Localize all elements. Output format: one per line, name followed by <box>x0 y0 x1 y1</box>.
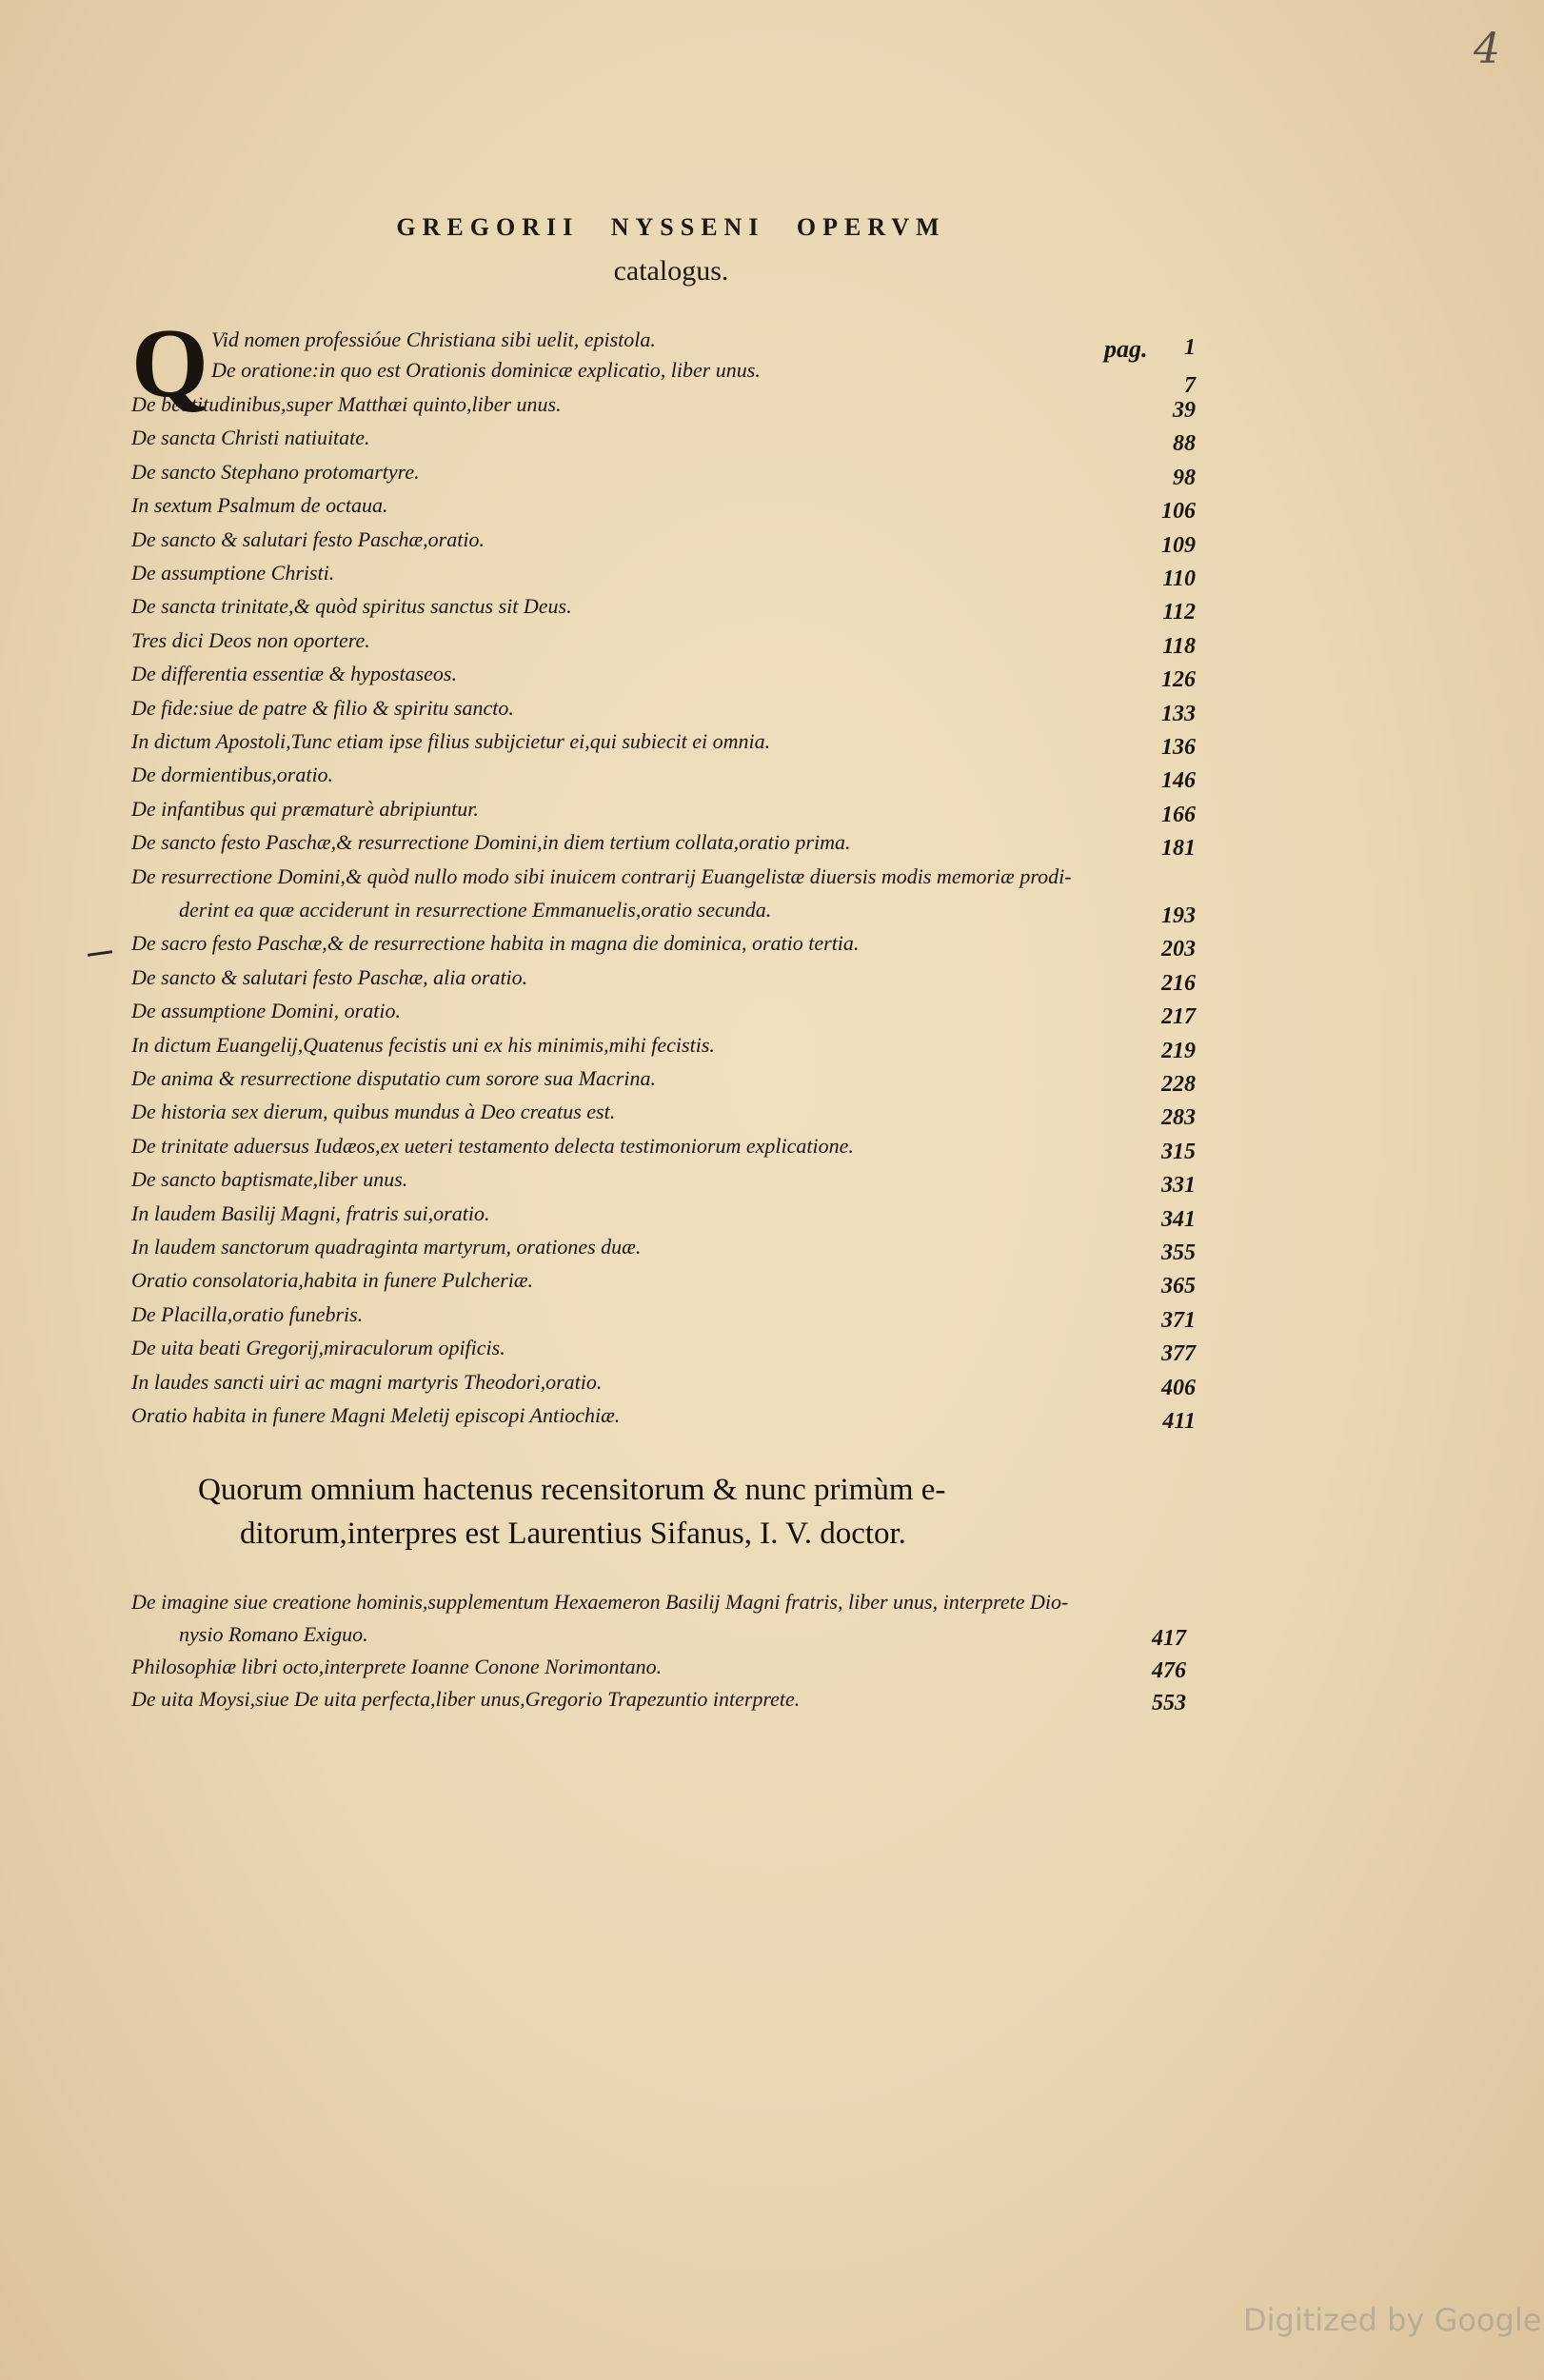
catalog-entry-title: Oratio habita in funere Magni Meletij episcopi Antiochiæ. <box>131 1403 621 1427</box>
catalog-entry-page: 406 <box>1161 1375 1196 1400</box>
catalog-entry-title: De sancto Stephano protomartyre. <box>131 459 420 484</box>
catalog-entry-title: De sacro festo Paschæ,& de resurrectione habita in magna die dominica, oratio tertia. <box>131 931 860 956</box>
translator-heading <box>198 1468 1150 1556</box>
watermark: Digitized by Google <box>1243 2302 1542 2338</box>
catalog-entry-title: De anima & resurrectione disputatio cum sorore sua Macrina. <box>131 1066 656 1090</box>
catalog-entry-page: 283 <box>1161 1105 1196 1131</box>
catalog-entry-title: De assumptione Domini, oratio. <box>131 999 401 1023</box>
catalog-entry-page: 371 <box>1161 1307 1196 1333</box>
catalog-entry-page: 217 <box>1161 1004 1196 1030</box>
catalog-entry-page: 106 <box>1161 499 1196 525</box>
catalog-entry-title: Oratio consolatoria,habita in funere Pulcheriæ. <box>131 1268 534 1293</box>
catalog-entry-page: 7 <box>1184 373 1196 398</box>
catalog-entry-title: De uita Moysi,siue De uita perfecta,liber unus,Gregorio Trapezuntio interprete. <box>131 1687 801 1711</box>
catalog-entry-page: 118 <box>1162 633 1196 659</box>
catalog-entry-title: De sancto & salutari festo Paschæ,oratio. <box>131 526 485 551</box>
catalog-entry-title: De sancto festo Paschæ,& resurrectione Domini,in diem tertium collata,oratio prima. <box>131 830 851 855</box>
catalog-entry-first-line1: Vid nomen professióue Christiana sibi uelit, epistola. <box>211 327 656 351</box>
catalog-entry-title: De fide:siue de patre & filio & spiritu sancto. <box>131 695 514 720</box>
catalog-entry-page: 1 <box>1184 335 1196 360</box>
folio-number: 4 <box>1474 25 1500 73</box>
catalog-entry-title: derint ea quæ acciderunt in resurrectione Emmanuelis,oratio secunda. <box>179 898 772 922</box>
catalog-entry-title: De sancta Christi natiuitate. <box>131 426 370 450</box>
catalog-entry-title: De sancto & salutari festo Paschæ, alia oratio. <box>131 964 528 989</box>
catalog-entry-title: De Placilla,oratio funebris. <box>131 1301 364 1326</box>
catalog-entry-page: 110 <box>1162 566 1196 591</box>
catalog-entry-page: 553 <box>1152 1691 1186 1716</box>
catalog-entry-title: In laudem sanctorum quadraginta martyrum, orationes duæ. <box>131 1235 642 1259</box>
catalog-entry-title: De trinitate aduersus Iudæos,ex ueteri testamento delecta testimoniorum explicatione. <box>131 1133 854 1158</box>
catalog-entry-title: In sextum Psalmum de octaua. <box>131 493 388 518</box>
catalog-entry-title: De historia sex dierum, quibus mundus à Deo creatus est. <box>131 1100 616 1124</box>
catalog-entry-page: 341 <box>1161 1206 1196 1232</box>
catalog-entry-page: 331 <box>1161 1173 1196 1199</box>
catalog-entry-title: In dictum Euangelij,Quatenus fecistis uni ex his minimis,mihi fecistis. <box>131 1032 715 1057</box>
margin-mark <box>88 950 112 957</box>
catalog-entry-title: De differentia essentiæ & hypostaseos. <box>131 662 457 686</box>
catalog-entry-page: 365 <box>1161 1274 1196 1299</box>
catalog-entry-page: 193 <box>1161 903 1196 928</box>
catalog-entry-title: De uita beati Gregorij,miraculorum opificis. <box>131 1336 505 1360</box>
catalog-entry-title: De dormientibus,oratio. <box>131 763 334 787</box>
catalog-entry-page: 98 <box>1173 465 1196 490</box>
catalog-entry-page: 146 <box>1161 768 1196 794</box>
catalog-entry-page: 216 <box>1161 970 1196 996</box>
catalog-entry-title: De sancto baptismate,liber unus. <box>131 1167 408 1192</box>
catalog-entry-page: 88 <box>1173 431 1196 457</box>
catalog-entry-page: 109 <box>1161 532 1196 558</box>
catalog-entry-title: Tres dici Deos non oportere. <box>131 627 370 652</box>
catalog-entry-title: De infantibus qui præmaturè abripiuntur. <box>131 796 479 821</box>
catalog-entry-page: 411 <box>1162 1409 1196 1434</box>
catalog-entry-page: 39 <box>1173 398 1196 423</box>
catalog-entry-title: De imagine siue creatione hominis,supplementum Hexaemeron Basilij Magni fratris, liber unus, interprete Dio- <box>131 1590 1069 1614</box>
catalog-entry-page: 112 <box>1162 600 1196 625</box>
catalog-entry-page: 136 <box>1161 735 1196 760</box>
catalog-entry-page: 166 <box>1161 802 1196 827</box>
catalog-entry-page: 476 <box>1152 1658 1186 1683</box>
catalog-entry-title: De sancta trinitate,& quòd spiritus sanctus sit Deus. <box>131 594 572 619</box>
catalog-entry-page: 203 <box>1161 937 1196 962</box>
catalog-entry-page: 126 <box>1161 667 1196 693</box>
catalog-entry-title: De assumptione Christi. <box>131 561 335 585</box>
catalog-entry-title: In dictum Apostoli,Tunc etiam ipse filius subijcietur ei,qui subiecit ei omnia. <box>131 729 771 753</box>
catalog-entry-title: nysio Romano Exiguo. <box>179 1622 368 1646</box>
page-title: GREGORII NYSSENI OPERVM <box>396 213 946 241</box>
catalog-entry-page: 315 <box>1161 1139 1196 1164</box>
catalog-entry-title: Philosophiæ libri octo,interprete Ioanne Conone Norimontano. <box>131 1655 663 1678</box>
translator-heading-line1: Quorum omnium hactenus recensitorum & nunc primùm e- <box>198 1473 946 1507</box>
catalog-entry-page: 219 <box>1161 1038 1196 1063</box>
catalog-entry-page: 228 <box>1161 1072 1196 1097</box>
catalog-entry-page: 377 <box>1161 1341 1196 1367</box>
catalog-entry-first-line2: De oratione:in quo est Orationis dominicæ explicatio, liber unus. <box>211 358 761 382</box>
catalog-entry-page: 133 <box>1161 701 1196 726</box>
catalog-entry-page: 417 <box>1152 1626 1186 1651</box>
catalog-entry-page: 355 <box>1161 1240 1196 1265</box>
pag-label: pag. <box>1104 335 1148 363</box>
catalog-entry-title: In laudem Basilij Magni, fratris sui,oratio. <box>131 1200 490 1225</box>
page-subtitle: catalogus. <box>613 255 729 287</box>
translator-heading-line2: ditorum,interpres est Laurentius Sifanus, I. V. doctor. <box>240 1517 906 1551</box>
catalog-entry-title: In laudes sancti uiri ac magni martyris Theodori,oratio. <box>131 1369 603 1394</box>
catalog-entry-page: 181 <box>1161 836 1196 862</box>
drop-capital: Q <box>131 308 208 418</box>
catalog-entry-title: De beatitudinibus,super Matthæi quinto,liber unus. <box>131 392 562 416</box>
catalog-entry-title: De resurrectione Domini,& quòd nullo modo sibi inuicem contrarij Euangelistæ diuersis modis memoriæ prodi- <box>131 863 1072 888</box>
